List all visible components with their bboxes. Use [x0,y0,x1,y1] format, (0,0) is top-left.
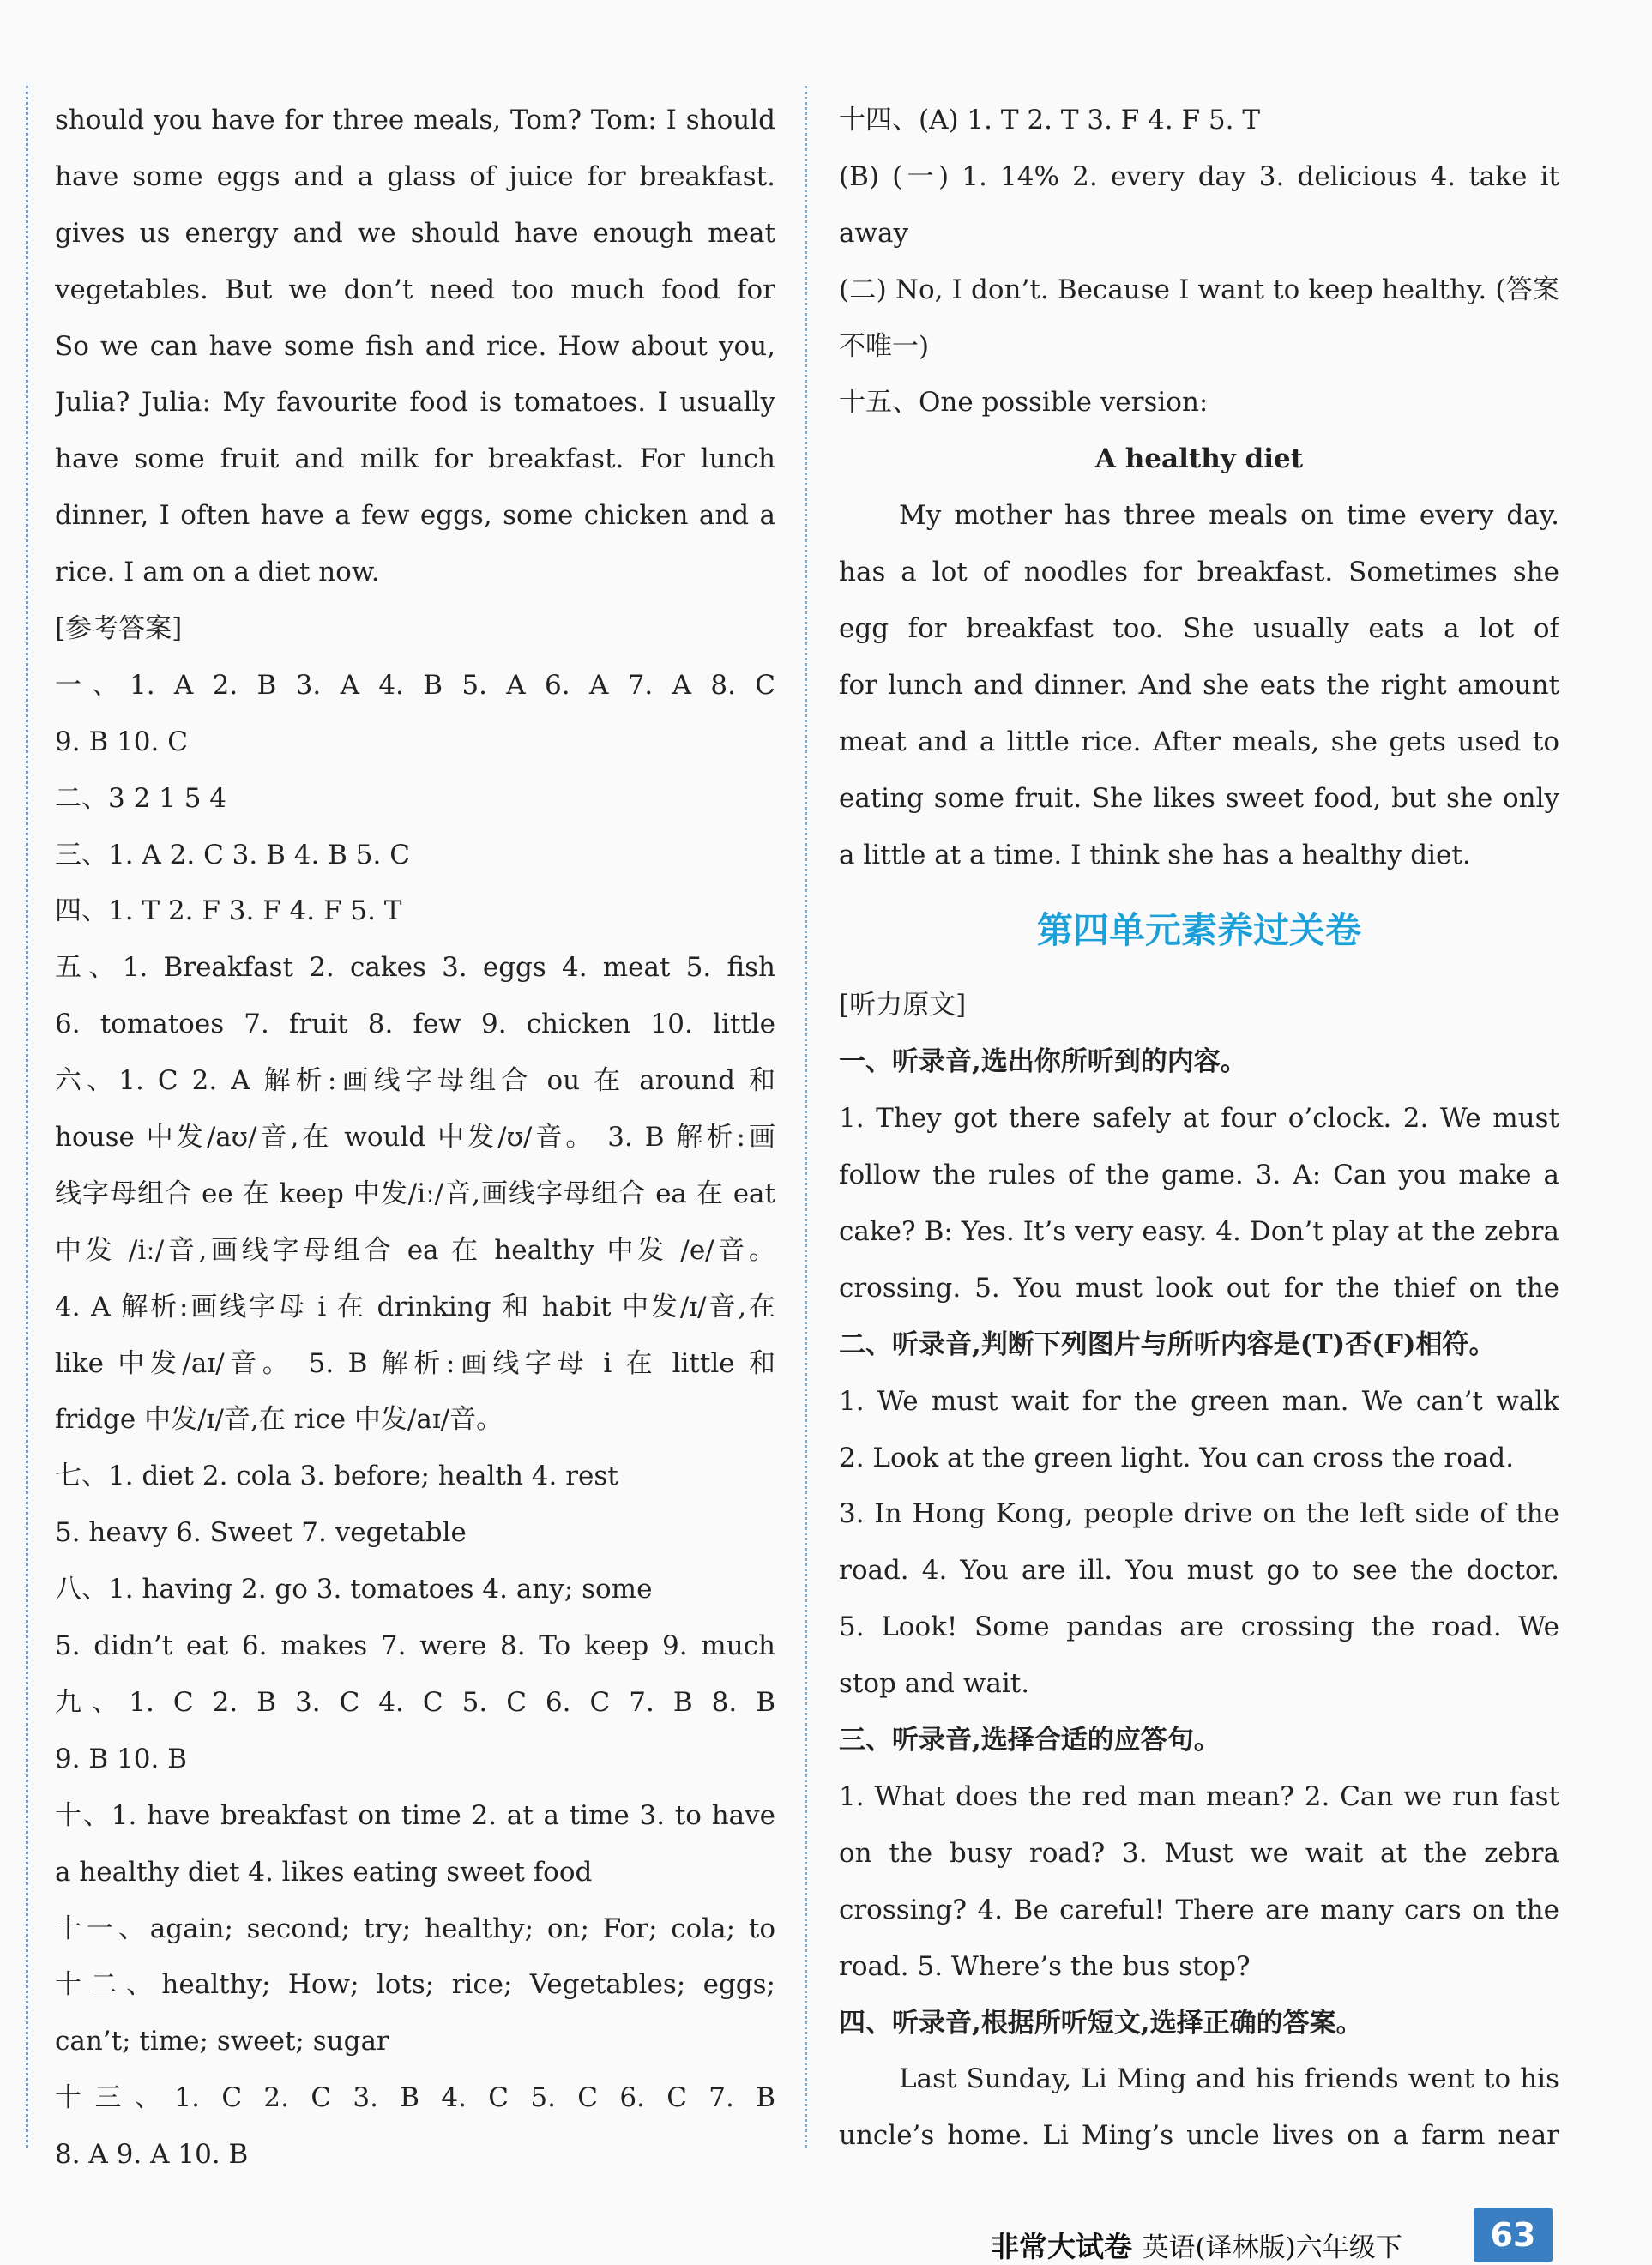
answer-line: 8. A 9. A 10. B [55,2139,249,2171]
answer-line: 七、1. diet 2. cola 3. before; health 4. rest [55,1461,618,1492]
answer-line: house 中发/aʊ/音,在 would 中发/ʊ/音。 3. B 解析:画 [55,1122,775,1154]
essay-title: A healthy diet [1094,443,1304,475]
script-line: stop and wait. [839,1668,1030,1700]
script-line: 1. They got there safely at four o’clock. 2. We must [839,1103,1559,1135]
answer-line: 5. heavy 6. Sweet 7. vegetable [55,1517,467,1549]
answer-line: 十五、One possible version: [839,387,1209,419]
essay-line: My mother has three meals on time every day. [899,500,1559,532]
footer-series: 非常大试卷 [991,2230,1132,2263]
answer-line: 四、1. T 2. F 3. F 4. F 5. T [55,895,402,927]
script-line: on the busy road? 3. Must we wait at the zebra [839,1837,1559,1869]
question-heading: 三、听录音,选择合适的应答句。 [839,1725,1221,1756]
essay-line: meat and a little rice. After meals, she gets used to [839,726,1559,757]
script-line: Last Sunday, Li Ming and his friends went to his [899,2063,1559,2095]
script-line: 3. In Hong Kong, people drive on the left side of the [839,1498,1559,1530]
footer-subject: 英语(译林版)六年级下 [1142,2232,1402,2263]
essay-line: egg for breakfast too. She usually eats a lot of [839,613,1559,645]
answer-line: 十四、(A) 1. T 2. T 3. F 4. F 5. T [839,105,1261,136]
answer-line: (B) (一) 1. 14% 2. every day 3. delicious 4. take it [839,160,1559,192]
answer-line: 不唯一) [839,330,930,362]
answer-line: 9. B 10. C [55,726,188,757]
text-line: rice. I am on a diet now. [55,557,380,588]
script-line: cake? B: Yes. It’s very easy. 4. Don’t play at the zebra [839,1216,1559,1248]
answer-line: 三、1. A 2. C 3. B 4. B 5. C [55,839,410,870]
question-heading: 一、听录音,选出你所听到的内容。 [839,1046,1247,1078]
essay-line: for lunch and dinner. And she eats the right amount [839,669,1559,701]
text-line: Julia? Julia: My favourite food is tomatoes. I usually [55,387,775,419]
answer-line: can’t; time; sweet; sugar [55,2026,389,2057]
script-line: follow the rules of the game. 3. A: Can you make a [839,1160,1559,1191]
binding-edge-line [26,86,28,2148]
answer-line: (二) No, I don’t. Because I want to keep healthy. (答案 [839,274,1559,305]
answer-line: 中发 /iː/音,画线字母组合 ea 在 healthy 中发 /e/音。 [55,1234,775,1266]
text-line: have some eggs and a glass of juice for breakfast. [55,160,775,192]
question-heading: 二、听录音,判断下列图片与所听内容是(T)否(F)相符。 [839,1328,1496,1360]
script-line: road. 5. Where’s the bus stop? [839,1950,1251,1982]
script-line: road. 4. You are ill. You must go to see the doctor. [839,1555,1559,1587]
answer-line: away [839,217,909,249]
text-line: gives us energy and we should have enough meat [55,217,775,249]
text-line: dinner, I often have a few eggs, some chicken and a [55,500,775,532]
question-heading: 四、听录音,根据所听短文,选择正确的答案。 [839,2007,1363,2039]
essay-line: eating some fruit. She likes sweet food, but she only [839,782,1559,814]
text-line: have some fruit and milk for breakfast. For lunch [55,443,775,475]
answer-line: fridge 中发/ɪ/音,在 rice 中发/aɪ/音。 [55,1404,503,1436]
column-divider [805,86,807,2148]
answer-line: 9. B 10. B [55,1743,188,1774]
answer-line: 十二、healthy; How; lots; rice; Vegetables; eggs; [55,1969,775,2001]
answer-line: 十三、1. C 2. C 3. B 4. C 5. C 6. C 7. B [55,2082,775,2114]
script-line: uncle’s home. Li Ming’s uncle lives on a farm near [839,2120,1559,2152]
answer-line: a healthy diet 4. likes eating sweet food [55,1856,593,1888]
answer-line: 九、1. C 2. B 3. C 4. C 5. C 6. C 7. B 8. B [55,1686,775,1718]
answer-line: 5. didn’t eat 6. makes 7. were 8. To keep 9. much [55,1630,775,1662]
answer-line: like 中发/aɪ/音。 5. B 解析:画线字母 i 在 little 和 [55,1347,775,1379]
text-line: should you have for three meals, Tom? Tom: I should [55,105,775,136]
unit-section-title: 第四单元素养过关卷 [1036,909,1361,952]
text-line: So we can have some fish and rice. How about you, [55,330,775,362]
essay-line: has a lot of noodles for breakfast. Sometimes she [839,557,1559,588]
left-column [55,93,775,2184]
listening-heading: [听力原文] [839,990,967,1021]
script-line: 1. What does the red man mean? 2. Can we run fast [839,1780,1559,1812]
answer-line: 六、1. C 2. A 解析:画线字母组合 ou 在 around 和 [55,1065,775,1097]
right-column [839,93,1559,2165]
script-line: 1. We must wait for the green man. We can’t walk [839,1385,1559,1417]
answer-line: 4. A 解析:画线字母 i 在 drinking 和 habit 中发/ɪ/音,在 [55,1291,775,1322]
script-line: crossing. 5. You must look out for the thief on the [839,1272,1559,1304]
answer-line: 二、3 2 1 5 4 [55,782,227,814]
answer-line: 五、1. Breakfast 2. cakes 3. eggs 4. meat 5. fish [55,952,775,984]
answer-line: 一、1. A 2. B 3. A 4. B 5. A 6. A 7. A 8. C [55,669,775,701]
answer-key-heading: [参考答案] [55,613,183,645]
answer-line: 线字母组合 ee 在 keep 中发/iː/音,画线字母组合 ea 在 eat [55,1178,775,1209]
essay-line: a little at a time. I think she has a healthy diet. [839,839,1471,870]
script-line: 2. Look at the green light. You can cross the road. [839,1442,1515,1473]
script-line: 5. Look! Some pandas are crossing the road. We [839,1611,1559,1643]
answer-line: 八、1. having 2. go 3. tomatoes 4. any; some [55,1574,653,1605]
answer-line: 十、1. have breakfast on time 2. at a time 3. to have [55,1799,775,1831]
answer-line: 6. tomatoes 7. fruit 8. few 9. chicken 10. little [55,1009,775,1040]
text-line: vegetables. But we don’t need too much food for [55,274,775,305]
script-line: crossing? 4. Be careful! There are many cars on the [839,1894,1559,1925]
answer-line: 十一、again; second; try; healthy; on; For; cola; to [55,1913,775,1944]
page-number-badge: 63 [1474,2208,1553,2262]
